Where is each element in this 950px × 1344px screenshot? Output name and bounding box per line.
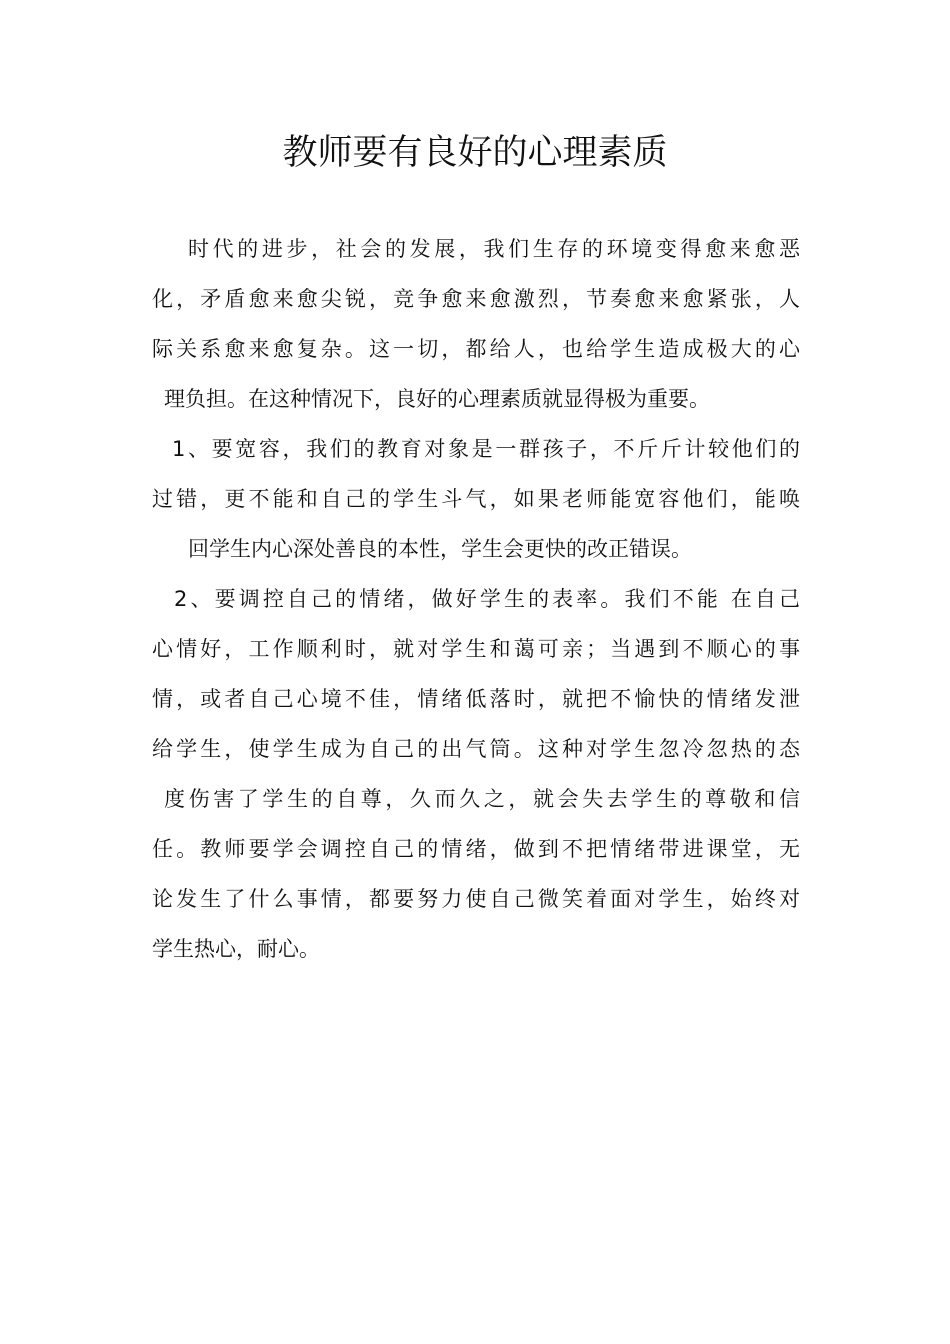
- body-line: 际关系愈来愈复杂。这一切，都给人，也给学生造成极大的心: [152, 337, 800, 361]
- body-line: 学生热心，耐心。: [152, 937, 320, 961]
- document-body: [152, 224, 800, 974]
- body-line: 论发生了什么事情，都要努力使自己微笑着面对学生，始终对: [152, 887, 800, 911]
- body-line: 任。教师要学会调控自己的情绪，做到不把情绪带进课堂，无: [152, 837, 800, 861]
- body-line: 1、要宽容，我们的教育对象是一群孩子，不斤斤计较他们的: [172, 437, 800, 461]
- body-line: 心情好，工作顺利时，就对学生和蔼可亲；当遇到不顺心的事: [152, 637, 800, 661]
- body-line: 情，或者自己心境不佳，情绪低落时，就把不愉快的情绪发泄: [152, 687, 800, 711]
- body-line: 化，矛盾愈来愈尖锐，竞争愈来愈激烈，节奏愈来愈紧张，人: [152, 287, 800, 311]
- body-line: 给学生，使学生成为自己的出气筒。这种对学生忽冷忽热的态: [152, 737, 800, 761]
- body-line: 2、要调控自己的情绪，做好学生的表率。我们不能 在自己: [174, 587, 800, 611]
- body-line: 过错，更不能和自己的学生斗气，如果老师能宽容他们，能唤: [152, 487, 800, 511]
- document-title: 教师要有良好的心理素质: [282, 133, 668, 173]
- body-line: 度伤害了学生的自尊，久而久之，就会失去学生的尊敬和信: [164, 787, 800, 811]
- body-line: 时代的进步，社会的发展，我们生存的环境变得愈来愈恶: [188, 237, 800, 261]
- body-line: 回学生内心深处善良的本性，学生会更快的改正错误。: [188, 537, 692, 561]
- body-line: 理负担。在这种情况下，良好的心理素质就显得极为重要。: [164, 387, 710, 411]
